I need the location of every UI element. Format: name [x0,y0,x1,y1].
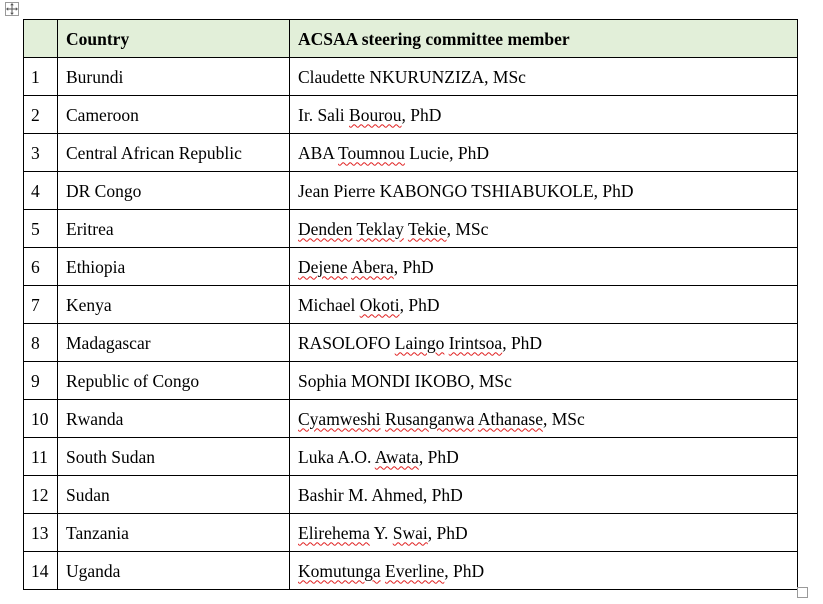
spellcheck-flagged-word: Irintsoa [448,332,503,353]
header-number[interactable] [24,20,58,58]
member-cell[interactable] [290,438,798,476]
spellcheck-flagged-word: Toumnou [338,142,405,163]
table-row [24,438,798,476]
country-cell[interactable]: Uganda [58,552,290,590]
member-text: Bashir M. Ahmed, PhD [298,484,463,505]
member-text: , PhD [401,104,442,125]
country-cell[interactable]: Republic of Congo [58,362,290,400]
row-number-cell[interactable]: 10 [24,400,58,438]
row-number-cell[interactable]: 2 [24,96,58,134]
member-text: ABA [298,142,339,163]
country-cell[interactable]: Tanzania [58,514,290,552]
row-number-cell[interactable]: 11 [24,438,58,476]
table-row [24,172,798,210]
country-cell[interactable]: Eritrea [58,210,290,248]
member-cell[interactable] [290,286,798,324]
member-cell[interactable] [290,210,798,248]
spellcheck-flagged-word: Teklay [356,218,404,239]
country-cell[interactable]: Cameroon [58,96,290,134]
header-member[interactable]: ACSAA steering committee member [290,20,798,58]
spellcheck-flagged-word: Dejene [298,256,348,277]
table-row [24,210,798,248]
table-body [24,58,798,590]
spellcheck-flagged-word: Okoti [359,294,400,315]
row-number-cell[interactable]: 9 [24,362,58,400]
member-text: Lucie, PhD [404,142,489,163]
member-text: Michael [298,294,360,315]
row-number-cell[interactable]: 12 [24,476,58,514]
table-row [24,96,798,134]
spellcheck-flagged-word: Laingo [394,332,445,353]
spellcheck-flagged-word: Swai [392,522,428,543]
spellcheck-flagged-word: Athanase [477,408,543,429]
member-cell[interactable] [290,172,798,210]
member-text: Y. [369,522,393,543]
spellcheck-flagged-word: Bourou [349,104,402,125]
spellcheck-flagged-word: Denden [298,218,353,239]
member-text: RASOLOFO [298,332,395,353]
member-text: , PhD [393,256,434,277]
header-country[interactable]: Country [58,20,290,58]
member-cell[interactable] [290,476,798,514]
table-row [24,286,798,324]
committee-table [23,19,798,590]
spellcheck-flagged-word: Cyamweshi [298,408,381,429]
member-text: Jean Pierre KABONGO TSHIABUKOLE, PhD [298,180,634,201]
spellcheck-flagged-word: Tekie [407,218,447,239]
table-row [24,58,798,96]
row-number-cell[interactable]: 8 [24,324,58,362]
member-text: Claudette NKURUNZIZA, MSc [298,66,526,87]
country-cell[interactable]: Kenya [58,286,290,324]
member-cell[interactable] [290,400,798,438]
country-cell[interactable]: Madagascar [58,324,290,362]
table-row [24,476,798,514]
row-number-cell[interactable]: 14 [24,552,58,590]
table-row [24,362,798,400]
row-number-cell[interactable]: 4 [24,172,58,210]
country-cell[interactable]: DR Congo [58,172,290,210]
table-row [24,248,798,286]
country-cell[interactable]: Sudan [58,476,290,514]
member-cell[interactable] [290,58,798,96]
country-cell[interactable]: Burundi [58,58,290,96]
row-number-cell[interactable]: 3 [24,134,58,172]
member-text: , PhD [427,522,468,543]
country-cell[interactable]: South Sudan [58,438,290,476]
spellcheck-flagged-word: Awata [374,446,419,467]
member-text: , MSc [446,218,489,239]
member-text: , PhD [399,294,440,315]
row-number-cell[interactable]: 5 [24,210,58,248]
text-cursor [797,134,798,156]
table-row [24,134,798,172]
spellcheck-flagged-word: Abera [350,256,394,277]
member-cell[interactable] [290,134,798,172]
country-cell[interactable]: Rwanda [58,400,290,438]
table-resize-handle-icon[interactable] [797,587,808,598]
member-cell[interactable] [290,248,798,286]
member-text: , PhD [502,332,543,353]
table-move-handle-icon[interactable] [5,2,19,16]
member-cell[interactable] [290,552,798,590]
spellcheck-flagged-word: Everline [385,560,445,581]
member-text: Luka A.O. [298,446,375,467]
row-number-cell[interactable]: 1 [24,58,58,96]
row-number-cell[interactable]: 13 [24,514,58,552]
spellcheck-flagged-word: Rusanganwa [385,408,475,429]
member-text: , MSc [543,408,585,429]
member-cell[interactable] [290,324,798,362]
move-arrows-icon [6,3,18,15]
member-text: Sophia MONDI IKOBO, MSc [298,370,512,391]
country-cell[interactable]: Central African Republic [58,134,290,172]
table-row [24,400,798,438]
member-text: , PhD [444,560,485,581]
member-cell[interactable] [290,514,798,552]
spellcheck-flagged-word: Komutunga [298,560,381,581]
member-text: Ir. Sali [298,104,350,125]
table-row [24,552,798,590]
member-cell[interactable] [290,96,798,134]
spellcheck-flagged-word: Elirehema [298,522,370,543]
member-text: , PhD [418,446,459,467]
table-row [24,324,798,362]
row-number-cell[interactable]: 7 [24,286,58,324]
member-cell[interactable] [290,362,798,400]
table-header-row [24,20,798,58]
row-number-cell[interactable]: 6 [24,248,58,286]
country-cell[interactable]: Ethiopia [58,248,290,286]
table-row [24,514,798,552]
